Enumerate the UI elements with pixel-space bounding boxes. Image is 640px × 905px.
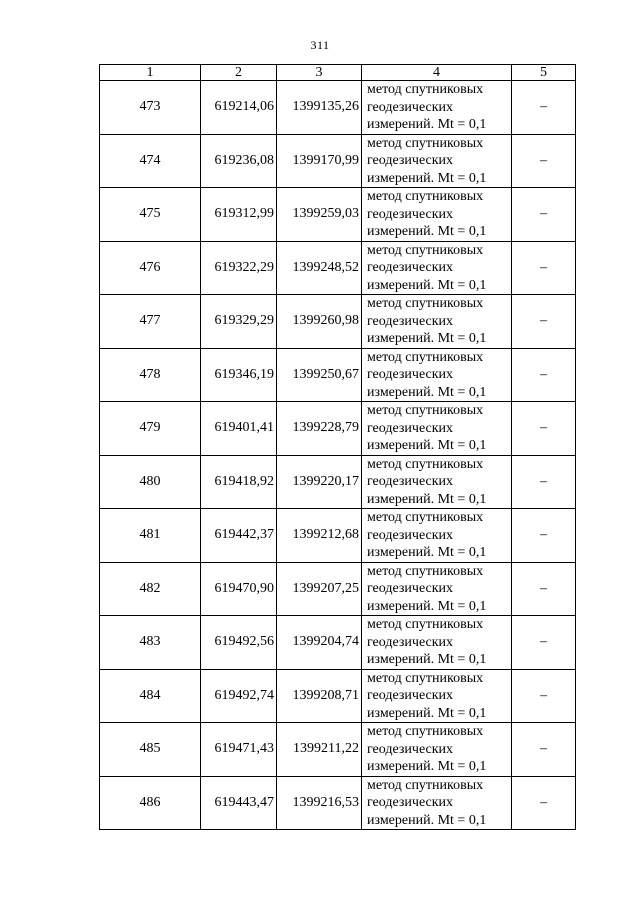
method-line: измерений. Mt = 0,1 xyxy=(367,598,487,614)
y-coordinate-cell: 1399208,71 xyxy=(277,669,362,723)
method-line: метод спутниковых xyxy=(367,349,484,365)
page-number: 311 xyxy=(310,38,330,52)
x-coordinate-cell: 619312,99 xyxy=(201,188,277,242)
table-row xyxy=(100,562,576,616)
method-cell xyxy=(362,188,512,242)
method-line: метод спутниковых xyxy=(367,724,484,739)
table-row xyxy=(100,776,576,830)
table-row xyxy=(100,134,576,188)
x-coordinate-cell: 619492,74 xyxy=(201,669,277,723)
method-line: геодезических xyxy=(367,474,454,489)
table-row xyxy=(100,616,576,670)
table-row xyxy=(100,348,576,402)
method-line: геодезических xyxy=(367,153,454,168)
method-line: измерений. Mt = 0,1 xyxy=(367,545,487,560)
method-line: измерений. Mt = 0,1 xyxy=(367,224,487,239)
method-line: измерений. Mt = 0,1 xyxy=(367,652,487,667)
y-coordinate-cell: 1399170,99 xyxy=(277,134,362,188)
column-header: 2 xyxy=(201,65,277,81)
method-line: метод спутниковых xyxy=(367,617,484,632)
method-line: геодезических xyxy=(367,634,454,650)
method-line: измерений. Mt = 0,1 xyxy=(367,812,487,828)
y-coordinate-cell: 1399135,26 xyxy=(277,81,362,135)
point-number-cell: 483 xyxy=(100,616,201,670)
method-line: геодезических xyxy=(367,688,454,703)
point-number-cell: 474 xyxy=(100,134,201,188)
y-coordinate-cell: 1399228,79 xyxy=(277,402,362,456)
method-line: метод спутниковых xyxy=(367,403,484,418)
method-line: геодезических xyxy=(367,527,454,543)
method-cell xyxy=(362,241,512,295)
point-number-cell: 475 xyxy=(100,188,201,242)
note-cell: – xyxy=(512,348,576,402)
method-cell xyxy=(362,723,512,777)
point-number-cell: 484 xyxy=(100,669,201,723)
method-line: геодезических xyxy=(367,367,454,382)
note-cell: – xyxy=(512,402,576,456)
method-line: метод спутниковых xyxy=(367,510,484,525)
method-line: метод спутниковых xyxy=(367,563,484,579)
x-coordinate-cell: 619401,41 xyxy=(201,402,277,456)
x-coordinate-cell: 619214,06 xyxy=(201,81,277,135)
method-line: геодезических xyxy=(367,260,454,275)
method-line: измерений. Mt = 0,1 xyxy=(367,117,487,132)
method-line: метод спутниковых xyxy=(367,670,484,686)
point-number-cell: 486 xyxy=(100,776,201,830)
method-cell xyxy=(362,455,512,509)
method-line: измерений. Mt = 0,1 xyxy=(367,438,487,453)
method-line: метод спутниковых xyxy=(367,296,484,311)
table-row xyxy=(100,669,576,723)
x-coordinate-cell: 619443,47 xyxy=(201,776,277,830)
method-line: метод спутниковых xyxy=(367,777,484,793)
method-line: геодезических xyxy=(367,206,454,222)
table-row xyxy=(100,723,576,777)
method-cell xyxy=(362,348,512,402)
column-header: 4 xyxy=(362,65,512,81)
note-cell: – xyxy=(512,455,576,509)
method-line: измерений. Mt = 0,1 xyxy=(367,170,487,186)
coordinates-table xyxy=(99,64,576,830)
note-cell: – xyxy=(512,669,576,723)
method-line: измерений. Mt = 0,1 xyxy=(367,384,487,400)
table-row xyxy=(100,188,576,242)
point-number-cell: 477 xyxy=(100,295,201,349)
point-number-cell: 473 xyxy=(100,81,201,135)
y-coordinate-cell: 1399260,98 xyxy=(277,295,362,349)
table-body xyxy=(100,81,576,830)
y-coordinate-cell: 1399216,53 xyxy=(277,776,362,830)
point-number-cell: 476 xyxy=(100,241,201,295)
method-line: измерений. Mt = 0,1 xyxy=(367,277,487,293)
method-line: метод спутниковых xyxy=(367,189,484,204)
method-cell xyxy=(362,402,512,456)
note-cell: – xyxy=(512,188,576,242)
y-coordinate-cell: 1399211,22 xyxy=(277,723,362,777)
note-cell: – xyxy=(512,509,576,563)
point-number-cell: 480 xyxy=(100,455,201,509)
method-cell xyxy=(362,776,512,830)
table-row xyxy=(100,295,576,349)
x-coordinate-cell: 619470,90 xyxy=(201,562,277,616)
note-cell: – xyxy=(512,81,576,135)
note-cell: – xyxy=(512,241,576,295)
method-cell xyxy=(362,616,512,670)
x-coordinate-cell: 619442,37 xyxy=(201,509,277,563)
x-coordinate-cell: 619329,29 xyxy=(201,295,277,349)
point-number-cell: 482 xyxy=(100,562,201,616)
x-coordinate-cell: 619236,08 xyxy=(201,134,277,188)
table-row xyxy=(100,509,576,563)
point-number-cell: 485 xyxy=(100,723,201,777)
method-line: метод спутниковых xyxy=(367,242,484,258)
table-row xyxy=(100,81,576,135)
column-header: 3 xyxy=(277,65,362,81)
column-header: 5 xyxy=(512,65,576,81)
method-line: геодезических xyxy=(367,99,454,115)
x-coordinate-cell: 619418,92 xyxy=(201,455,277,509)
method-line: метод спутниковых xyxy=(367,135,484,151)
x-coordinate-cell: 619492,56 xyxy=(201,616,277,670)
y-coordinate-cell: 1399212,68 xyxy=(277,509,362,563)
point-number-cell: 479 xyxy=(100,402,201,456)
y-coordinate-cell: 1399207,25 xyxy=(277,562,362,616)
column-header: 1 xyxy=(100,65,201,81)
table-row xyxy=(100,455,576,509)
note-cell: – xyxy=(512,562,576,616)
point-number-cell: 481 xyxy=(100,509,201,563)
x-coordinate-cell: 619471,43 xyxy=(201,723,277,777)
y-coordinate-cell: 1399220,17 xyxy=(277,455,362,509)
note-cell: – xyxy=(512,723,576,777)
method-line: измерений. Mt = 0,1 xyxy=(367,491,487,507)
x-coordinate-cell: 619346,19 xyxy=(201,348,277,402)
table-header-row xyxy=(100,65,576,81)
method-cell xyxy=(362,134,512,188)
method-cell xyxy=(362,509,512,563)
note-cell: – xyxy=(512,295,576,349)
method-line: геодезических xyxy=(367,420,454,436)
method-line: метод спутниковых xyxy=(367,456,484,472)
method-line: метод спутниковых xyxy=(367,82,484,97)
y-coordinate-cell: 1399204,74 xyxy=(277,616,362,670)
method-cell xyxy=(362,295,512,349)
point-number-cell: 478 xyxy=(100,348,201,402)
table-row xyxy=(100,241,576,295)
note-cell: – xyxy=(512,776,576,830)
method-cell xyxy=(362,669,512,723)
method-line: измерений. Mt = 0,1 xyxy=(367,759,487,774)
y-coordinate-cell: 1399248,52 xyxy=(277,241,362,295)
method-line: геодезических xyxy=(367,741,454,757)
method-line: геодезических xyxy=(367,313,454,329)
method-cell xyxy=(362,81,512,135)
method-cell xyxy=(362,562,512,616)
method-line: геодезических xyxy=(367,795,454,810)
note-cell: – xyxy=(512,134,576,188)
method-line: измерений. Mt = 0,1 xyxy=(367,331,487,346)
y-coordinate-cell: 1399259,03 xyxy=(277,188,362,242)
y-coordinate-cell: 1399250,67 xyxy=(277,348,362,402)
table-row xyxy=(100,402,576,456)
note-cell: – xyxy=(512,616,576,670)
method-line: геодезических xyxy=(367,581,454,596)
method-line: измерений. Mt = 0,1 xyxy=(367,705,487,721)
x-coordinate-cell: 619322,29 xyxy=(201,241,277,295)
